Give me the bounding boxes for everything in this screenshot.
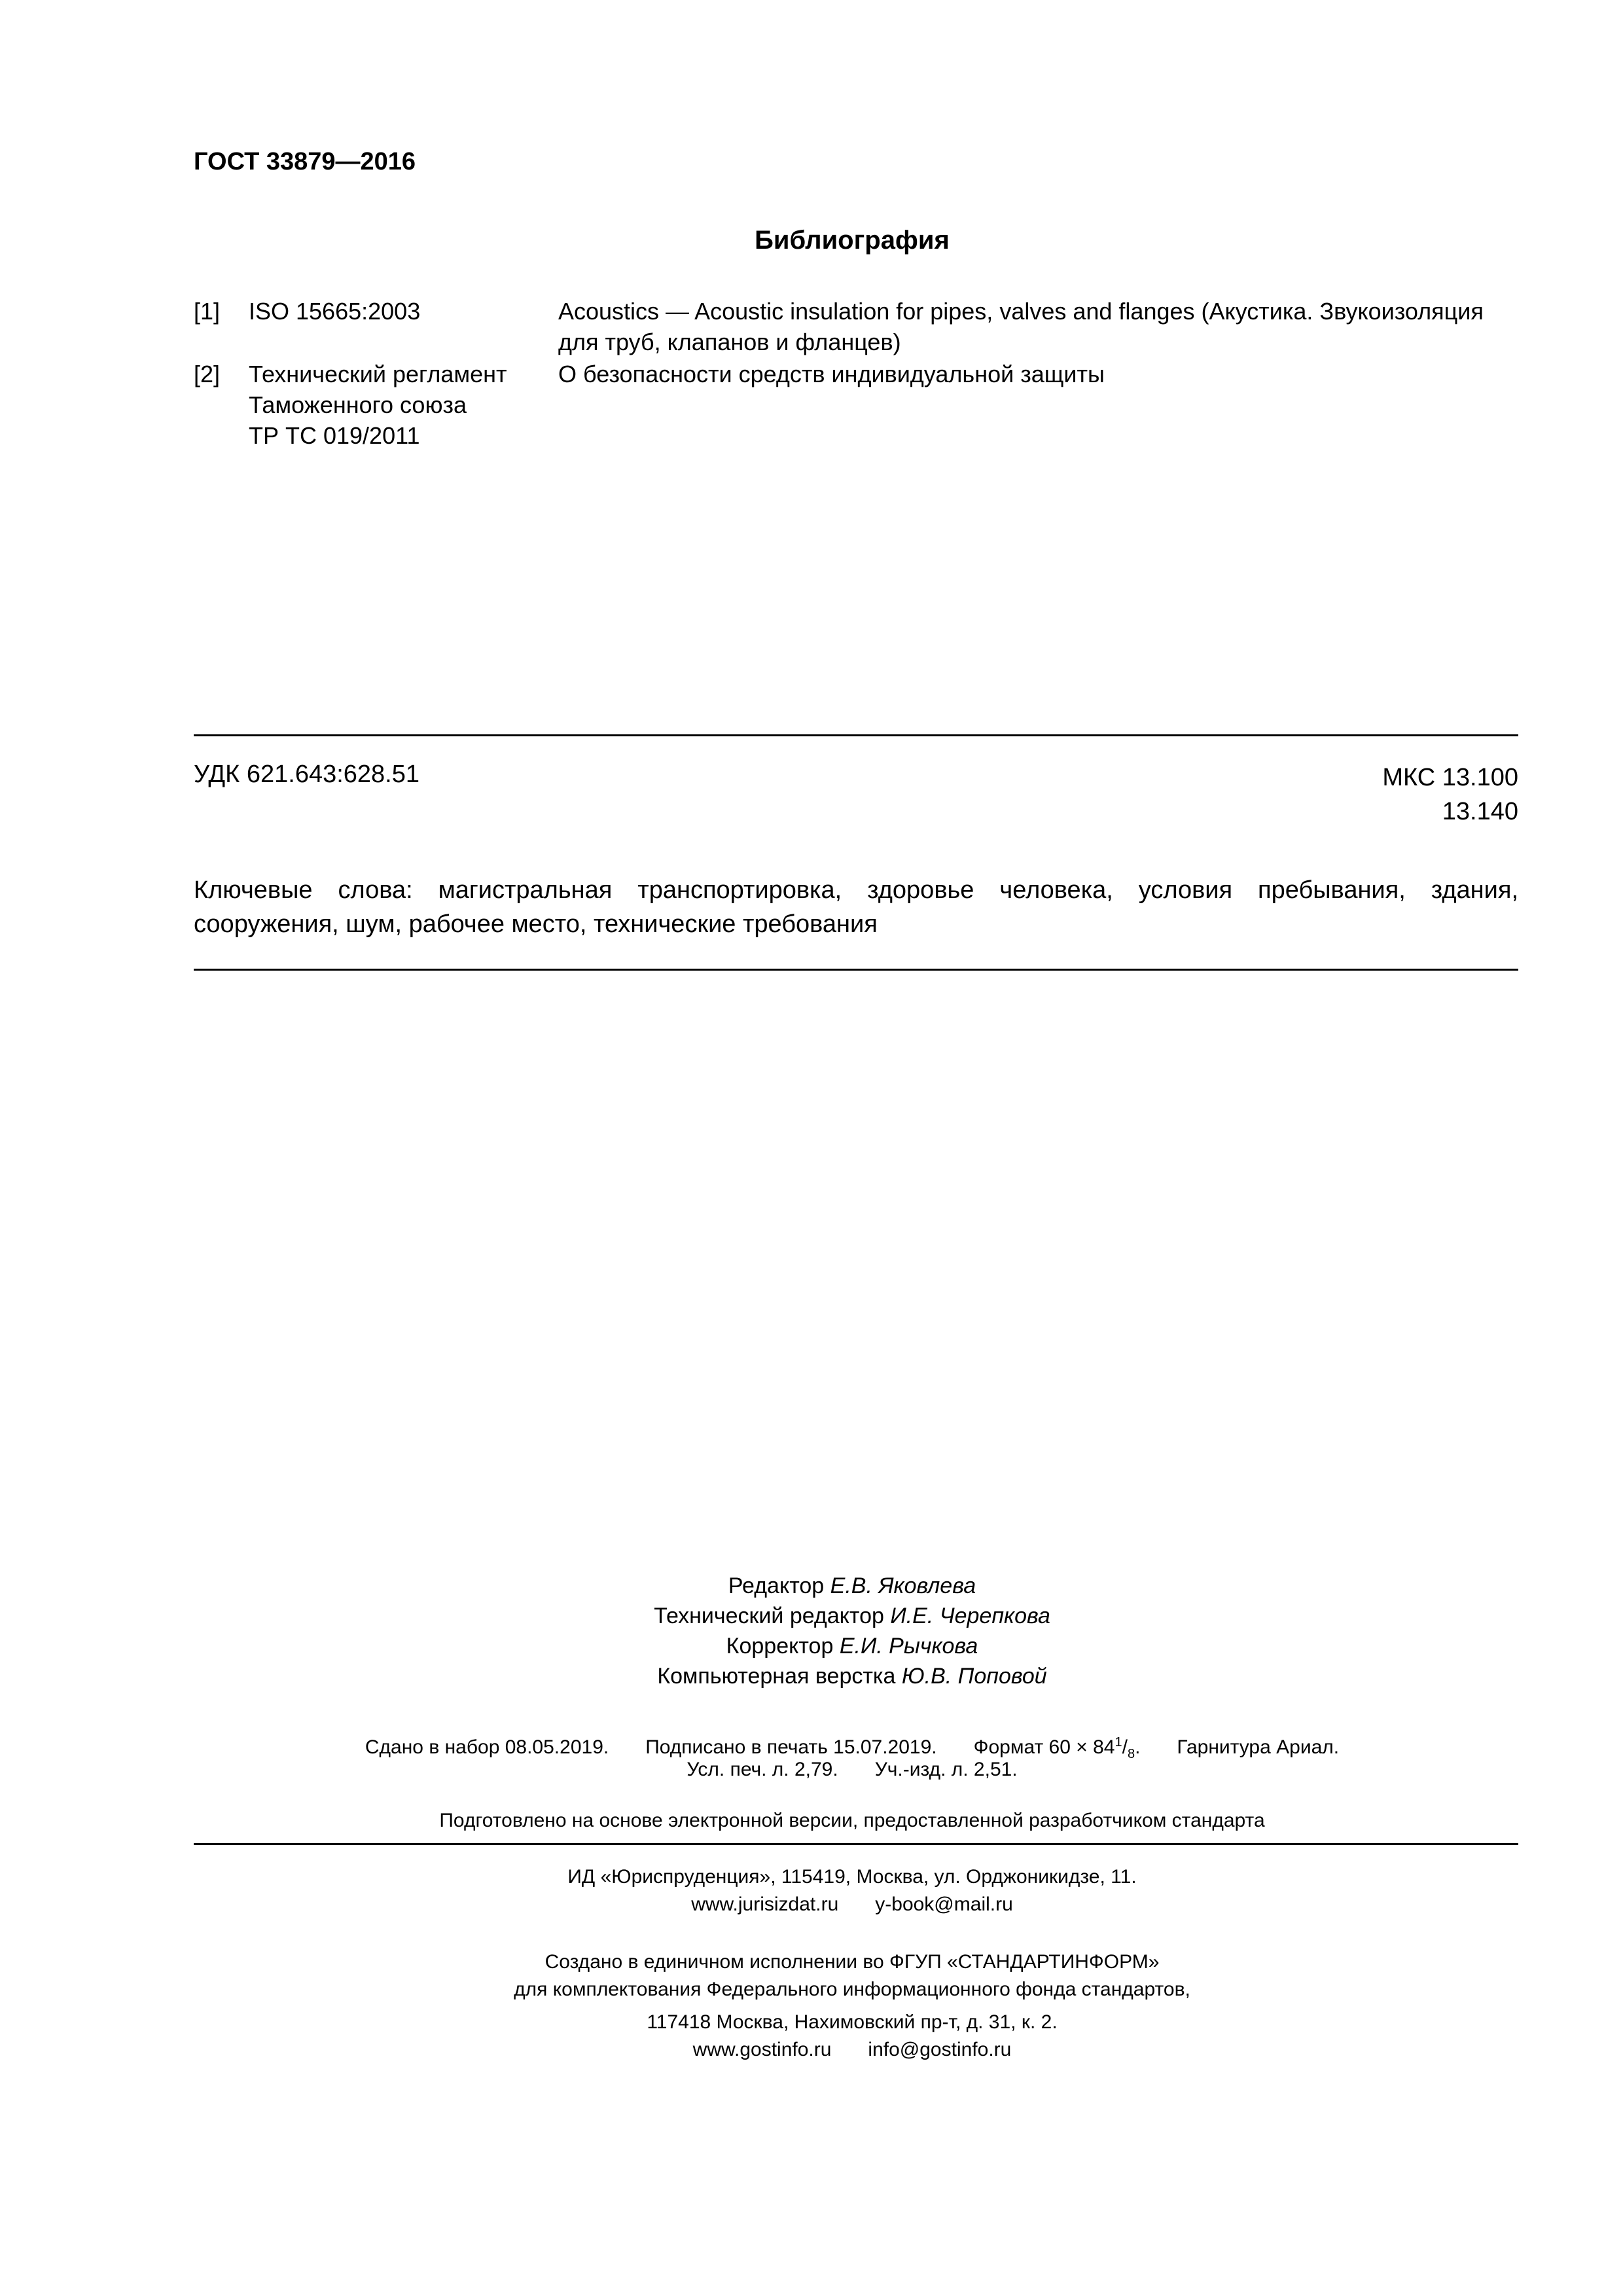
divider-bottom [194, 1843, 1518, 1845]
bib-entry-1-description: Acoustics — Acoustic insulation for pipes, valves and flanges (Акустика. Звукоизоляция для труб, клапанов и фланцев) [558, 298, 1484, 355]
creator-email[interactable]: info@gostinfo.ru [868, 2039, 1012, 2060]
typeface: Гарнитура Ариал. [1177, 1736, 1340, 1758]
credit-person: Е.И. Рычкова [839, 1634, 978, 1659]
credit-person: Ю.В. Поповой [901, 1664, 1047, 1689]
bib-entry-2-number: [2] [194, 361, 221, 387]
signed-date: Подписано в печать 15.07.2019. [645, 1736, 937, 1758]
bibliography-title: Библиография [755, 226, 950, 255]
bib-entry-2-reference-line-2: Таможенного союза [249, 391, 467, 418]
publisher-email[interactable]: y-book@mail.ru [875, 1893, 1013, 1915]
divider-keywords [194, 969, 1518, 971]
credit-layout [0, 1661, 1623, 1691]
creator-line-1: Создано в единичном исполнении во ФГУП «СТАНДАРТИНФОРМ» [544, 1951, 1160, 1973]
credit-role: Редактор [728, 1573, 825, 1598]
publisher-sheets: Уч.-изд. л. 2,51. [874, 1759, 1018, 1780]
print-sheets: Усл. печ. л. 2,79. [687, 1759, 838, 1780]
creator-address: 117418 Москва, Нахимовский пр-т, д. 31, к. 2. [647, 2011, 1058, 2033]
print-info-line-2 [0, 1757, 1623, 1783]
publisher-address: ИД «Юриспруденция», 115419, Москва, ул. Орджоникидзе, 11. [567, 1866, 1137, 1888]
credit-role: Компьютерная верстка [657, 1664, 896, 1689]
keywords: Ключевые слова: магистральная транспортировка, здоровье человека, условия пребывания, здания, сооружения, шум, рабочее место, технические требования [194, 876, 1518, 938]
bib-entry-2-reference-line-1: Технический регламент [249, 361, 507, 387]
mks-codes [1382, 761, 1518, 829]
mks-code-1: МКС 13.100 [1382, 764, 1518, 791]
prepared-note: Подготовлено на основе электронной версии, предоставленной разработчиком стандарта [439, 1810, 1265, 1831]
udk-code: УДК 621.643:628.51 [194, 761, 420, 788]
credit-person: И.Е. Черепкова [890, 1604, 1050, 1628]
mks-code-2: 13.140 [1442, 798, 1518, 825]
credit-editor [0, 1571, 1623, 1601]
publisher-website[interactable]: www.jurisizdat.ru [691, 1893, 839, 1915]
credit-corrector [0, 1631, 1623, 1661]
bib-entry-2-description: О безопасности средств индивидуальной защиты [558, 361, 1105, 387]
credit-person: Е.В. Яковлева [830, 1573, 976, 1598]
submitted-date: Сдано в набор 08.05.2019. [365, 1736, 609, 1758]
divider-top [194, 734, 1518, 736]
bib-entry-1-reference: ISO 15665:2003 [249, 298, 421, 325]
credit-role: Технический редактор [654, 1604, 884, 1628]
document-number: ГОСТ 33879—2016 [194, 148, 416, 175]
credit-role: Корректор [726, 1634, 834, 1659]
paper-format: Формат $60 \times 84^1/_8$. [973, 1735, 1141, 1761]
bib-entry-1-number: [1] [194, 298, 221, 325]
creator-website[interactable]: www.gostinfo.ru [692, 2039, 832, 2060]
credit-tech-editor [0, 1601, 1623, 1631]
publisher-contacts [0, 1892, 1623, 1918]
creator-contacts [0, 2037, 1623, 2063]
bib-entry-2-reference-line-3: ТР ТС 019/2011 [249, 422, 420, 449]
creator-line-2: для комплектования Федерального информационного фонда стандартов, [514, 1979, 1190, 2000]
